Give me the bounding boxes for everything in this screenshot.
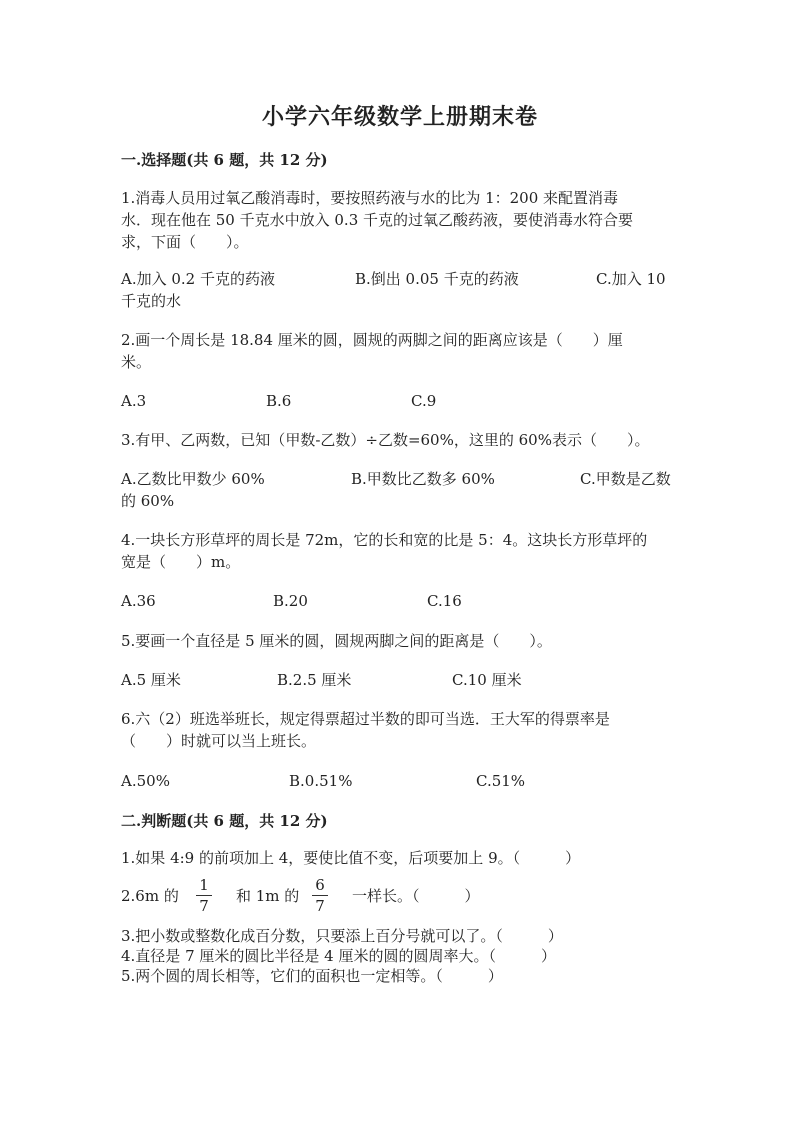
q3-option-a: A.乙数比甲数少 60% [121,470,265,488]
q3-option-c: C.甲数是乙数 [580,470,671,488]
q3-line-1: 3.有甲、乙两数，已知（甲数-乙数）÷乙数=60%，这里的 60%表示（ ）。 [121,431,650,449]
fraction-bar [312,895,328,896]
q6-option-c: C.51% [476,772,526,790]
q1-option-b: B.倒出 0.05 千克的药液 [355,270,519,288]
q1-option-a: A.加入 0.2 千克的药液 [121,270,275,288]
q6-option-b: B.0.51% [289,772,353,790]
q4-option-c: C.16 [427,592,462,610]
tf-q2-middle: 和 1m 的 [236,887,300,905]
fraction-denominator: 7 [315,897,325,915]
fraction-one-seventh [196,876,212,915]
q2-line-2: 米。 [121,353,152,371]
q5-line-1: 5.要画一个直径是 5 厘米的圆，圆规两脚之间的距离是（ ）。 [121,632,552,650]
q1-line-3: 求，下面（ ）。 [121,233,249,251]
q2-option-a: A.3 [121,392,147,410]
q2-line-1: 2.画一个周长是 18.84 厘米的圆，圆规的两脚之间的距离应该是（ ）厘 [121,331,623,349]
q1-option-c: C.加入 10 [596,270,666,288]
fraction-bar [196,895,212,896]
tf-q3: 3.把小数或整数化成百分数，只要添上百分号就可以了。（ ） [121,927,563,945]
fraction-six-sevenths [312,876,328,915]
q6-line-1: 6.六（2）班选举班长，规定得票超过半数的即可当选．王大军的得票率是 [121,710,610,728]
tf-q1: 1.如果 4:9 的前项加上 4，要使比值不变，后项要加上 9。（ ） [121,849,581,867]
tf-q5: 5.两个圆的周长相等，它们的面积也一定相等。（ ） [121,967,503,985]
page-title: 小学六年级数学上册期末卷 [261,104,538,130]
q1-option-c-cont: 千克的水 [121,292,182,310]
tf-q2-suffix: 一样长。（ ） [352,887,480,905]
q1-line-1: 1.消毒人员用过氧乙酸消毒时，要按照药液与水的比为 1：200 来配置消毒 [121,189,619,207]
q4-line-2: 宽是（ ）m。 [121,553,241,571]
fraction-numerator: 6 [315,876,325,894]
q3-option-b: B.甲数比乙数多 60% [351,470,495,488]
tf-q4: 4.直径是 7 厘米的圆比半径是 4 厘米的圆的圆周率大。（ ） [121,947,556,965]
section-1-heading: 一.选择题(共 6 题，共 12 分) [121,151,328,169]
q4-option-b: B.20 [273,592,308,610]
q4-option-a: A.36 [121,592,156,610]
q4-line-1: 4.一块长方形草坪的周长是 72m，它的长和宽的比是 5：4。这块长方形草坪的 [121,531,648,549]
q5-option-c: C.10 厘米 [452,671,522,689]
q2-option-c: C.9 [411,392,437,410]
q6-line-2: （ ）时就可以当上班长。 [121,732,317,750]
fraction-numerator: 1 [199,876,209,894]
q1-line-2: 水．现在他在 50 千克水中放入 0.3 千克的过氧乙酸药液，要使消毒水符合要 [121,211,634,229]
q2-option-b: B.6 [266,392,292,410]
q5-option-b: B.2.5 厘米 [277,671,352,689]
section-2-heading: 二.判断题(共 6 题，共 12 分) [121,812,328,830]
q5-option-a: A.5 厘米 [121,671,181,689]
tf-q2-prefix: 2.6m 的 [121,887,179,905]
q3-option-c-cont: 的 60% [121,492,175,510]
fraction-denominator: 7 [199,897,209,915]
q6-option-a: A.50% [121,772,170,790]
